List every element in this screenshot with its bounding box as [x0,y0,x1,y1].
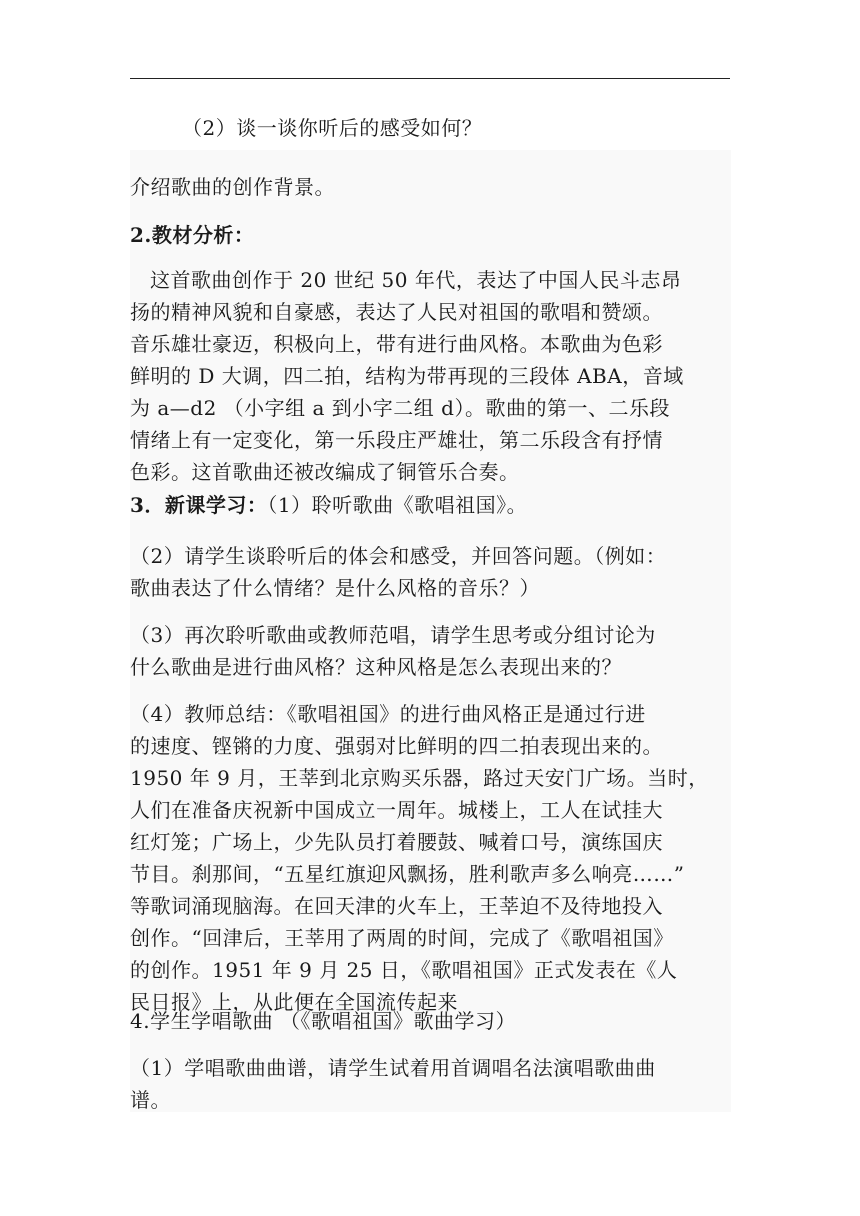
step-4-1-line: （1）学唱歌曲曲谱，请学生试着用首调唱名法演唱歌曲曲 [130,1056,656,1080]
section-3-line [130,491,527,519]
header-rule [130,78,730,79]
step-4-line: 1950 年 9 月，王莘到北京购买乐器，路过天安门广场。当时， [130,766,709,790]
step-4-line: 节目。刹那间，“五星红旗迎风飘扬，胜利歌声多么响亮……” [130,862,685,886]
question-2: （2）谈一谈你听后的感受如何？ [182,116,483,140]
step-4-line: 的创作。1951 年 9 月 25 日，《歌唱祖国》正式发表在《人 [130,958,678,982]
section-3-heading: 3．新课学习： [130,493,268,517]
analysis-line: 鲜明的 D 大调，四二拍，结构为带再现的三段体 ABA，音域 [130,364,684,388]
step-4-line: 人们在准备庆祝新中国成立一周年。城楼上，工人在试挂大 [130,798,663,822]
step-3-line: （3）再次聆听歌曲或教师范唱，请学生思考或分组讨论为 [130,623,656,647]
step-4-line: （4）教师总结：《歌唱祖国》的进行曲风格正是通过行进 [130,702,646,726]
analysis-line: 为 a—d2 （小字组 a 到小字二组 d）。歌曲的第一、二乐段 [130,396,670,420]
section-2-heading: 2.教材分析： [130,223,255,247]
section-4-heading: 4.学生学唱歌曲 （《歌唱祖国》歌曲学习） [130,1009,516,1033]
analysis-line: 色彩。这首歌曲还被改编成了铜管乐合奏。 [130,460,520,484]
step-1-text: （1）聆听歌曲《歌唱祖国》。 [267,493,528,517]
step-4-1-line: 谱。 [130,1088,171,1112]
step-2-line: 歌曲表达了什么情绪？是什么风格的音乐？） [130,576,540,600]
analysis-line: 这首歌曲创作于 20 世纪 50 年代，表达了中国人民斗志昂 [150,268,682,292]
step-4-line: 民日报》上，从此便在全国流传起来 [130,990,458,1014]
step-4-line: 的速度、铿锵的力度、强弱对比鲜明的四二拍表现出来的。 [130,734,663,758]
step-4-line: 红灯笼；广场上，少先队员打着腰鼓、喊着口号，演练国庆 [130,830,663,854]
analysis-line: 扬的精神风貌和自豪感，表达了人民对祖国的歌唱和赞颂。 [130,300,663,324]
step-4-line: 创作。“回津后，王莘用了两周的时间，完成了《歌唱祖国》 [130,926,674,950]
step-4-line: 等歌词涌现脑海。在回天津的火车上，王莘迫不及待地投入 [130,894,663,918]
step-2-line: （2）请学生谈聆听后的体会和感受，并回答问题。（例如： [130,544,667,568]
analysis-line: 情绪上有一定变化，第一乐段庄严雄壮，第二乐段含有抒情 [130,428,663,452]
analysis-line: 音乐雄壮豪迈，积极向上，带有进行曲风格。本歌曲为色彩 [130,332,663,356]
step-3-line: 什么歌曲是进行曲风格？这种风格是怎么表现出来的？ [130,655,622,679]
intro-text: 介绍歌曲的创作背景。 [130,175,335,199]
